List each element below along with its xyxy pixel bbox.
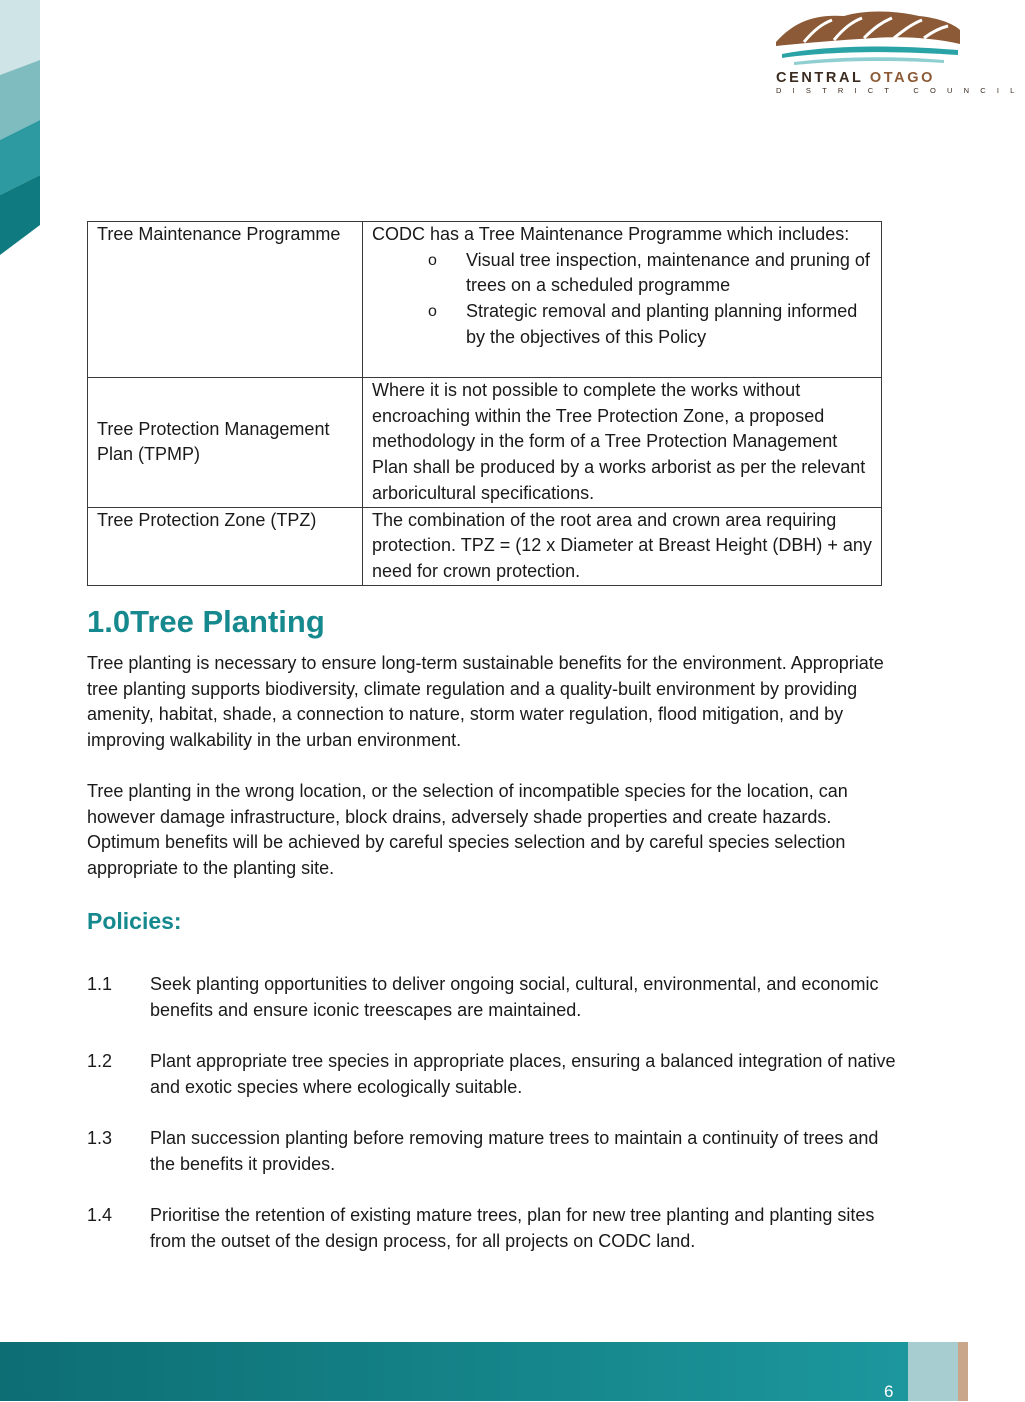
- policy-item: [87, 972, 907, 1023]
- body-paragraph: Tree planting is necessary to ensure long-term sustainable benefits for the environment. Appropriate tree planting supports biodiversity, climate regulation and a quality-built environment by providing amenity, habitat, shade, a connection to nature, storm water regulation, flood mitigation, and by improving walkability in the urban environment.: [87, 653, 884, 750]
- policy-number: 1.4: [87, 1205, 113, 1225]
- policy-item: [87, 1049, 907, 1100]
- footer-band: [0, 1342, 968, 1401]
- definition-term: Tree Maintenance Programme: [88, 222, 363, 378]
- list-item: o Strategic removal and planting planning informed by the objectives of this Policy: [428, 301, 858, 347]
- bullet-circle-icon: o: [428, 303, 437, 321]
- policy-number: 1.2: [87, 1051, 113, 1071]
- definition-text: [363, 222, 882, 378]
- page-number: 6: [884, 1382, 894, 1401]
- definition-intro: CODC has a Tree Maintenance Programme which includes:: [372, 224, 850, 244]
- policy-text: Prioritise the retention of existing mature trees, plan for new tree planting and planting sites from the outset of the design process, for all projects on CODC land.: [150, 1205, 875, 1251]
- footer-accent-block: [908, 1342, 958, 1401]
- definition-term: Tree Protection Zone (TPZ): [88, 507, 363, 585]
- policy-text: Seek planting opportunities to deliver ongoing social, cultural, environmental, and economic benefits and ensure iconic treescapes are maintained.: [150, 974, 879, 1020]
- policy-number: 1.1: [87, 974, 113, 994]
- bullet-circle-icon: o: [428, 251, 437, 269]
- table-row: [88, 222, 882, 378]
- table-row: [88, 507, 882, 585]
- table-row: [88, 378, 882, 508]
- logo-wordmark: CENTRAL OTAGO: [776, 70, 935, 86]
- section-heading: [87, 604, 325, 640]
- policy-item: [87, 1203, 907, 1254]
- hills-logo-mark: [774, 8, 962, 66]
- list-item: o Visual tree inspection, maintenance and pruning of trees on a scheduled programme: [428, 249, 870, 296]
- policy-item: [87, 1126, 907, 1177]
- policy-number: 1.3: [87, 1128, 113, 1148]
- policy-text: Plant appropriate tree species in appropriate places, ensuring a balanced integration of native and exotic species where ecologically suitable.: [150, 1051, 896, 1097]
- definition-term: Tree Protection Management Plan (TPMP): [88, 378, 363, 508]
- footer-edge-block: [958, 1342, 968, 1401]
- council-logo: [774, 8, 1025, 95]
- policy-text: Plan succession planting before removing mature trees to maintain a continuity of trees and the benefits it provides.: [150, 1128, 879, 1174]
- side-decoration: [0, 0, 40, 260]
- section-title: Tree Planting: [130, 604, 325, 639]
- definition-bullet-list: [372, 248, 873, 351]
- policies-heading: Policies:: [87, 908, 182, 934]
- definition-text: Where it is not possible to complete the works without encroaching within the Tree Protection Zone, a proposed methodology in the form of a Tree Protection Management Plan shall be produced by a works arborist as per the relevant arboricultural specifications.: [363, 378, 882, 508]
- section-number: 1.0: [87, 604, 131, 639]
- definitions-table: [87, 221, 882, 586]
- logo-subtitle: DISTRICT COUNCIL: [776, 86, 1025, 95]
- definition-text: The combination of the root area and crown area requiring protection. TPZ = (12 x Diameter at Breast Height (DBH) + any need for crown protection.: [363, 507, 882, 585]
- body-paragraph: Tree planting in the wrong location, or the selection of incompatible species for the location, can however damage infrastructure, block drains, adversely shade properties and create hazards. Optimum benefits will be achieved by careful species selection and by careful species selection appropriate to the planting site.: [87, 781, 848, 878]
